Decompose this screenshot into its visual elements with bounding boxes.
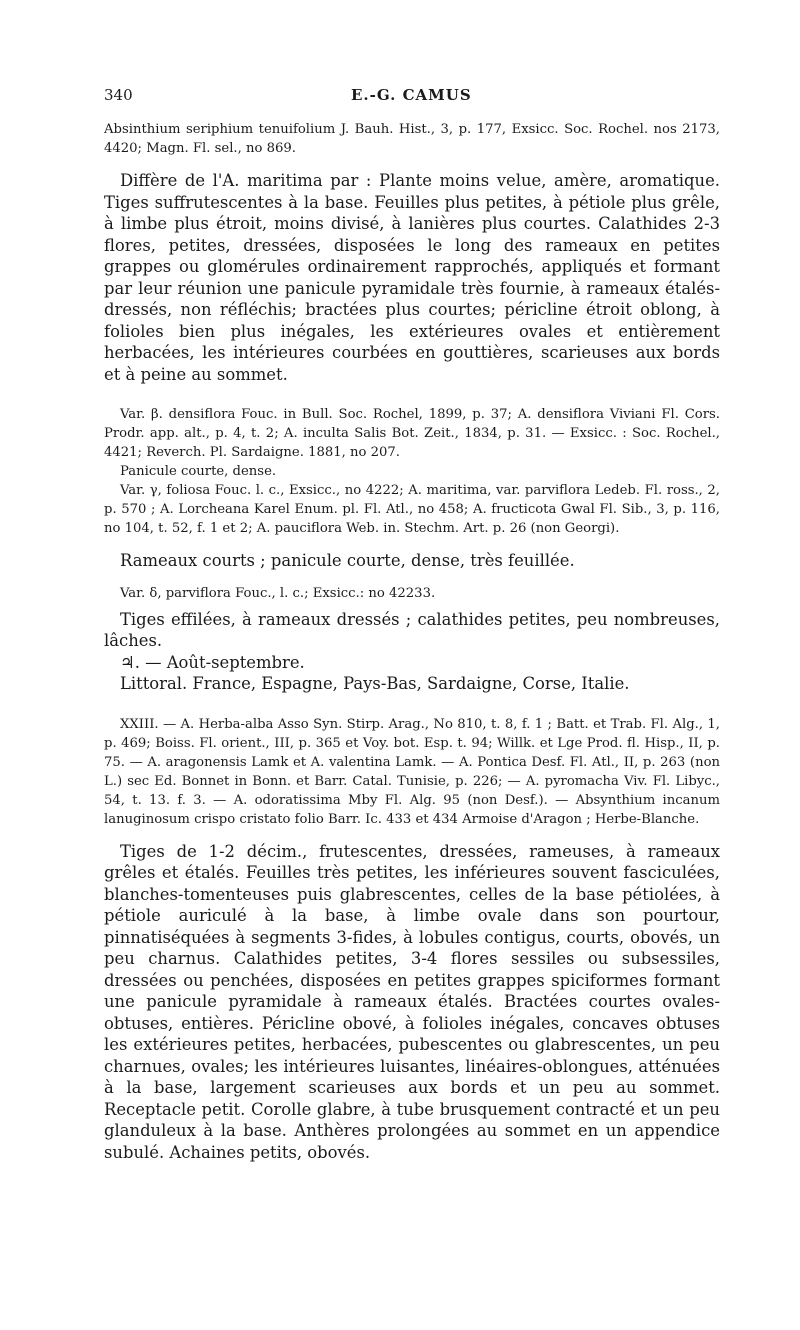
flowering-period: ♃. — Août-septembre.: [120, 652, 305, 672]
variety-gamma-description: Rameaux courts ; panicule courte, dense, très feuillée.: [120, 551, 575, 570]
variety-beta-note: Panicule courte, dense.: [120, 464, 277, 479]
variety-gamma-paragraph: Var. γ, foliosa Fouc. l. c., Exsicc., no 4222; A. maritima, var. parviflora Ledeb. Fl. ross., 2, p. 570 ; A. Lorcheana Karel Enum. pl. Fl. Atl., no 458; A. fructicota Gwal Fl. Sib., 3, p. 116, no 104, t. 52, f. 1 et 2; A. pauciflora Web. in. Stechm. Art. p. 26 (non Georgi).: [104, 483, 720, 536]
running-header: [104, 86, 720, 104]
page-number: 340: [104, 86, 133, 104]
page: [104, 86, 720, 1163]
synonymy-paragraph: Absinthium seriphium tenuifolium J. Bauh. Hist., 3, p. 177, Exsicc. Soc. Rochel. nos 2173, 4420; Magn. Fl. sel., no 869.: [104, 122, 720, 156]
species-description: Tiges de 1-2 décim., frutescentes, dressées, rameuses, à rameaux grêles et étalés. Feuilles très petites, les inférieures souvent fasciculées, blanches-tomenteuses puis glabrescentes, celles de la base pétiolées, à pétiole auriculé à la base, à limbe ovale dans son pourtour, pinnatiséquées à segments 3-fides, à lobules contigus, courts, obovés, un peu charnus. Calathides petites, 3-4 flores sessiles ou subsessiles, dressées ou penchées, disposées en petites grappes spiciformes formant une panicule pyramidale à rameaux étalés. Bractées courtes ovales-obtuses, entières. Péricline obové, à folioles inégales, concaves obtuses les extérieures petites, herbacées, pubescentes ou glabrescentes, un peu charnues, ovales; les intérieures luisantes, linéaires-oblongues, atténuées à la base, largement scarieuses aux bords et un peu au sommet. Receptacle petit. Corolle glabre, à tube brusquement contracté et un peu glanduleux à la base. Anthères prolongées au sommet en un appendice subulé. Achaines petits, obovés.: [104, 841, 720, 1162]
variety-delta-description: Tiges effilées, à rameaux dressés ; calathides petites, peu nombreuses, lâches.: [104, 609, 720, 650]
distribution: Littoral. France, Espagne, Pays-Bas, Sardaigne, Corse, Italie.: [120, 674, 630, 693]
variety-beta-paragraph: Var. β. densiflora Fouc. in Bull. Soc. Rochel, 1899, p. 37; A. densiflora Viviani Fl. Cors. Prodr. app. alt., p. 4, t. 2; A. inculta Salis Bot. Zeit., 1834, p. 31. — Exsicc. : Soc. Rochel., 4421; Reverch. Pl. Sardaigne. 1881, no 207.: [104, 407, 720, 460]
running-title: E.-G. CAMUS: [350, 86, 472, 104]
description-paragraph: Diffère de l'A. maritima par : Plante moins velue, amère, aromatique. Tiges suffrutescentes à la base. Feuilles plus petites, à pétiole plus grêle, à limbe plus étroit, moins divisé, à lanières plus courtes. Calathides 2-3 flores, petites, dressées, disposées le long des rameaux en petites grappes ou glomérules ordinairement rapprochés, appliqués et formant par leur réunion une panicule pyramidale très fournie, à rameaux étalés-dressés, non réfléchis; bractées plus courtes; péricline étroit oblong, à folioles bien plus inégales, les extérieures ovales et entièrement herbacées, les intérieures courbées en gouttières, scarieuses aux bords et à peine au sommet.: [104, 171, 720, 384]
species-header-paragraph: XXIII. — A. Herba-alba Asso Syn. Stirp. Arag., No 810, t. 8, f. 1 ; Batt. et Trab. Fl. Alg., 1, p. 469; Boiss. Fl. orient., III, p. 365 et Voy. bot. Esp. t. 94; Willk. et Lge Prod. fl. Hisp., II, p. 75. — A. aragonensis Lamk et A. valentina Lamk. — A. Pontica Desf. Fl. Atl., II, p. 263 (non L.) sec Ed. Bonnet in Bonn. et Barr. Catal. Tunisie, p. 226; — A. pyromacha Viv. Fl. Libyc., 54, t. 13. f. 3. — A. odoratissima Mby Fl. Alg. 95 (non Desf.). — Absynthium incanum lanuginosum crispo cristato folio Barr. Ic. 433 et 434 Armoise d'Aragon ; Herbe-Blanche.: [104, 716, 720, 827]
variety-delta-paragraph: Var. δ, parviflora Fouc., l. c.; Exsicc.: no 42233.: [120, 585, 436, 601]
